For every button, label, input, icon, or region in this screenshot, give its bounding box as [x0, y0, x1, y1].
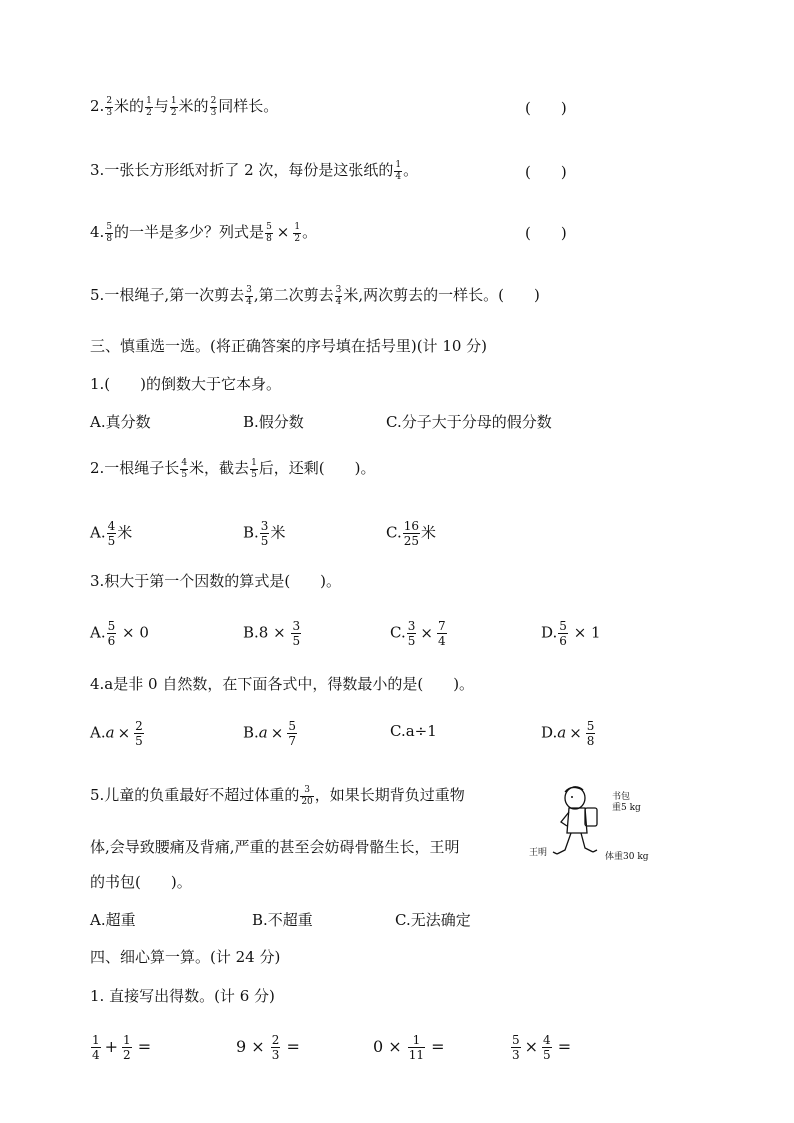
- fraction: $\frac{5}{6}$: [559, 619, 567, 648]
- option-a[interactable]: A.a × $\frac{2}{5}$: [90, 719, 143, 748]
- option-a[interactable]: A.真分数: [90, 413, 151, 431]
- option-c[interactable]: C.分子大于分母的假分数: [386, 413, 552, 431]
- answer-blank[interactable]: ( ): [525, 163, 567, 181]
- fraction: $\frac{5}{8}$: [586, 719, 595, 748]
- fraction: $\frac{1}{11}$: [408, 1033, 425, 1062]
- calc-item: 0 × $\frac{1}{11}$ =: [373, 1033, 445, 1062]
- weight-label: 体重30 kg: [605, 852, 649, 862]
- answer-blank[interactable]: ( ): [525, 99, 567, 117]
- fraction: $\frac{4}{5}$: [543, 1033, 551, 1062]
- option-b[interactable]: B.a × $\frac{5}{7}$: [243, 719, 296, 748]
- option-c[interactable]: C. $\frac{3}{5}$ × $\frac{7}{4}$: [390, 619, 446, 648]
- fraction: $\frac{4}{5}$: [107, 519, 116, 548]
- calc-item: $\frac{1}{4}$ + $\frac{1}{2}$ =: [92, 1033, 152, 1062]
- fraction: $\frac{5}{8}$: [106, 221, 113, 244]
- choice-q2: 2.一根绳子长 $\frac{4}{5}$ 米，截去 $\frac{1}{5}$ 后，还剩( )。: [90, 457, 376, 480]
- fraction: $\frac{2}{5}$: [135, 719, 143, 748]
- option-d[interactable]: D.a × $\frac{5}{8}$: [541, 719, 595, 748]
- choice-q4: 4.a是非 0 自然数，在下面各式中，得数最小的是( )。: [90, 675, 475, 693]
- fraction: $\frac{7}{4}$: [437, 619, 446, 648]
- answer-blank[interactable]: ( ): [525, 224, 567, 242]
- option-a[interactable]: A. $\frac{4}{5}$ 米: [90, 519, 133, 548]
- answer-blank[interactable]: ( ): [498, 286, 540, 304]
- section-4-title: 四、细心算一算。(计 24 分): [90, 948, 281, 966]
- fraction: $\frac{16}{25}$: [403, 519, 419, 548]
- fraction: $\frac{3}{5}$: [292, 619, 301, 648]
- calc-item: $\frac{5}{3}$ × $\frac{4}{5}$ =: [512, 1033, 572, 1062]
- q-number: 2.: [90, 97, 105, 115]
- fraction: $\frac{2}{3}$: [210, 95, 217, 118]
- fraction: $\frac{4}{5}$: [181, 457, 188, 480]
- option-a[interactable]: A.超重: [90, 911, 136, 929]
- choice-q5: 5.儿童的负重最好不超过体重的 $\frac{3}{20}$ ，如果长期背负过重物: [90, 784, 465, 807]
- fraction: $\frac{2}{3}$: [271, 1033, 280, 1062]
- section-3-title: 三、慎重选一选。(将正确答案的序号填在括号里)(计 10 分): [90, 337, 488, 355]
- fraction: $\frac{1}{2}$: [294, 221, 301, 244]
- fraction: $\frac{3}{4}$: [246, 284, 252, 307]
- option-b[interactable]: B. $\frac{3}{5}$ 米: [243, 519, 286, 548]
- choice-q5-line3: 的书包( )。: [90, 873, 192, 891]
- choice-q5-line2: 体,会导致腰痛及背痛,严重的甚至会妨碍骨骼生长，王明: [90, 838, 460, 856]
- option-c[interactable]: C.无法确定: [395, 911, 471, 929]
- fraction: $\frac{1}{4}$: [395, 159, 402, 182]
- judge-q2: 2. $\frac{2}{3}$ 米的 $\frac{1}{2}$ 与 $\frac{1}{2}$ 米的 $\frac{2}{3}$ 同样长。: [90, 95, 279, 118]
- judge-q3: 3.一张长方形纸对折了 2 次，每份是这张纸的 $\frac{1}{4}$ 。: [90, 159, 419, 182]
- judge-q4: 4. $\frac{5}{8}$ 的一半是多少？列式是 $\frac{5}{8}$ × $\frac{1}{2}$ 。: [90, 221, 318, 244]
- fraction: $\frac{1}{5}$: [251, 457, 257, 480]
- option-c[interactable]: C. $\frac{16}{25}$ 米: [386, 519, 437, 548]
- fraction: $\frac{5}{6}$: [107, 619, 116, 648]
- option-b[interactable]: B.不超重: [252, 911, 313, 929]
- option-b[interactable]: B.8 × $\frac{3}{5}$: [243, 619, 301, 648]
- choice-q3: 3.积大于第一个因数的算式是( )。: [90, 572, 342, 590]
- fraction: $\frac{3}{4}$: [335, 284, 342, 307]
- option-c[interactable]: C.a÷1: [390, 722, 437, 740]
- fraction: $\frac{1}{2}$: [170, 95, 177, 118]
- subsection-title: 1. 直接写出得数。(计 6 分): [90, 987, 275, 1005]
- fraction: $\frac{3}{20}$: [301, 784, 313, 807]
- fraction: $\frac{5}{7}$: [288, 719, 296, 748]
- fraction: $\frac{5}{8}$: [266, 221, 272, 244]
- fraction: $\frac{5}{3}$: [512, 1033, 520, 1062]
- calc-item: 9 × $\frac{2}{3}$ =: [236, 1033, 300, 1062]
- option-d[interactable]: D. $\frac{5}{6}$ × 1: [541, 619, 601, 648]
- fraction: $\frac{2}{3}$: [106, 95, 113, 118]
- name-label: 王明: [529, 848, 548, 858]
- fraction: $\frac{1}{2}$: [146, 95, 152, 118]
- option-b[interactable]: B.假分数: [243, 413, 304, 431]
- fraction: $\frac{3}{5}$: [260, 519, 269, 548]
- fraction: $\frac{3}{5}$: [407, 619, 416, 648]
- fraction: $\frac{1}{2}$: [123, 1033, 131, 1062]
- fraction: $\frac{1}{4}$: [92, 1033, 100, 1062]
- judge-q5: 5.一根绳子,第一次剪去 $\frac{3}{4}$ ,第二次剪去 $\frac{3}{4}$ 米,两次剪去的一样长。( ): [90, 284, 540, 307]
- schoolboy-illustration: [527, 778, 652, 868]
- option-a[interactable]: A. $\frac{5}{6}$ × 0: [90, 619, 149, 648]
- choice-q1: 1.( )的倒数大于它本身。: [90, 375, 282, 393]
- bag-label: 书包 重5 kg: [612, 792, 641, 813]
